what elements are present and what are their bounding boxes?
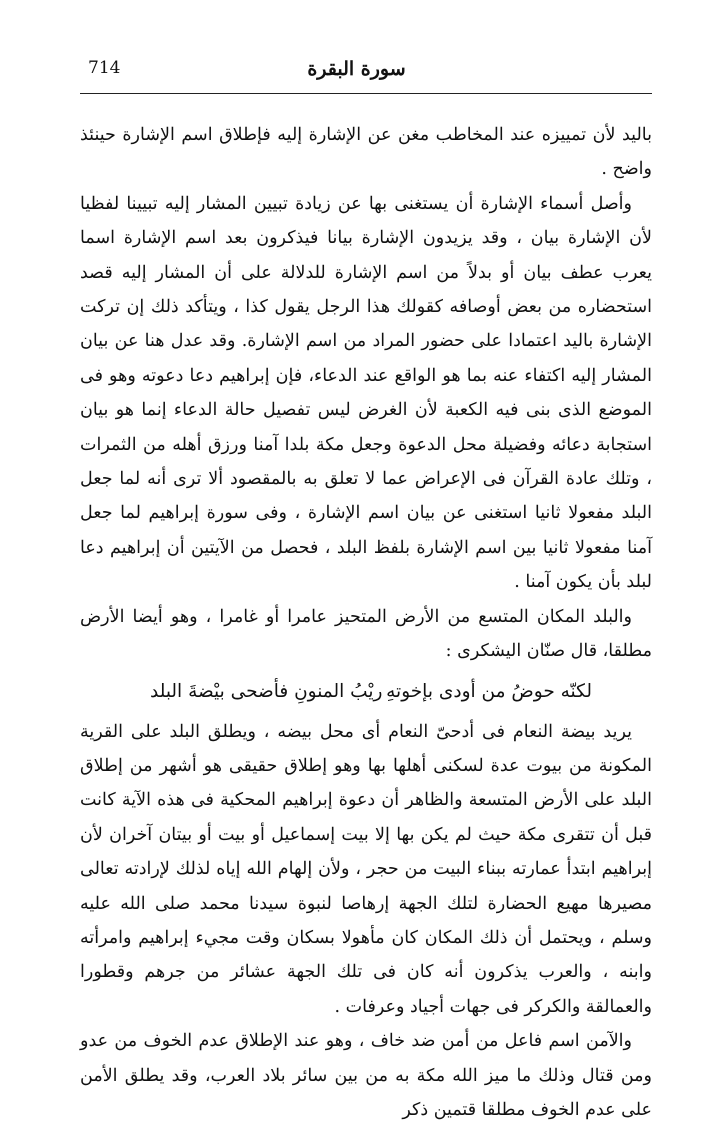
paragraph-3: والبلد المكان المتسع من الأرض المتحيز عامرا أو غامرا ، وهو أيضا الأرض مطلقا، قال صنّان اليشكرى : [80, 606, 652, 662]
poem-second-hemistich: ريْبُ المنونِ فأضحى بيْضةَ البلد [150, 680, 383, 702]
header-rule [80, 93, 652, 94]
poem-first-hemistich: لكنّه حوضُ من أودى بإخوتهِ [386, 680, 592, 702]
poem-verse [80, 669, 652, 715]
page-number: 714 [88, 58, 121, 78]
paragraph-4: يريد بيضة النعام فى أدحىّ النعام أى محل بيضه ، ويطلق البلد على القرية المكونة من بيوت عدة لسكنى أهلها بها وهو إطلاق حقيقى هو أشهر من إطلاق البلد على الأرض المتسعة والظاهر أن دعوة إبراهيم المحكية فى هذه الآية كانت قبل أن تتقرى مكة حيث لم يكن بها إلا بيت إسماعيل أو بيت أو بيتان آخران لأن إبراهيم ابتدأ عمارته ببناء البيت من حجر ، ولأن إلهام الله إياه لذلك لإرادته تعالى مصيرها مهيع الحضارة لتلك الجهة إرهاصا لنبوة سيدنا محمد صلى الله عليه وسلم ، ويحتمل أن ذلك المكان كان مأهولا بسكان وقت مجيء إبراهيم وامرأته وابنه ، والعرب يذكرون أنه كان فى تلك الجهة عشائر من جرهم وقطورا والعمالقة والكركر فى جهات أجياد وعرفات . [80, 721, 652, 1017]
body-text [80, 118, 652, 1127]
running-title: سورة البقرة [307, 58, 406, 80]
paragraph-5: والآمن اسم فاعل من أمن ضد خاف ، وهو عند الإطلاق عدم الخوف من عدو ومن قتال وذلك ما ميز الله مكة به من بين سائر بلاد العرب، وقد يطلق الأمن على عدم الخوف مطلقا قتمين ذكر [80, 1031, 652, 1120]
paragraph-2: وأصل أسماء الإشارة أن يستغنى بها عن زيادة تبيين المشار إليه تبيينا لفظيا لأن الإشارة بيان ، وقد يزيدون الإشارة بيانا فيذكرون بعد اسم الإشارة اسما يعرب عطف بيان أو بدلاً من اسم الإشارة للدلالة على أن المشار إليه قصد استحضاره من بعض أوصافه كقولك هذا الرجل يقول كذا ، ويتأكد ذلك إن تركت الإشارة باليد اعتمادا على حضور المراد من اسم الإشارة. وقد عدل هنا عن بيان المشار إليه اكتفاء عنه بما هو الواقع عند الدعاء، فإن إبراهيم دعا دعوته وهو فى الموضع الذى بنى فيه الكعبة لأن الغرض ليس تفصيل حالة الدعاء إنما هو بيان استجابة دعائه وفضيلة محل الدعوة وجعل مكة بلدا آمنا ورزق أهله من الثمرات ، وتلك عادة القرآن فى الإعراض عما لا تعلق به بالمقصود ألا ترى أنه لما جعل البلد مفعولا ثانيا استغنى عن بيان اسم الإشارة ، وفى سورة إبراهيم لما جعل آمنا مفعولا ثانيا بين اسم الإشارة بلفظ البلد ، فحصل من الآيتين أن إبراهيم دعا لبلد بأن يكون آمنا . [80, 193, 652, 593]
paragraph-1: باليد لأن تمييزه عند المخاطب مغن عن الإشارة إليه فإطلاق اسم الإشارة حينئذ واضح . [80, 125, 652, 180]
